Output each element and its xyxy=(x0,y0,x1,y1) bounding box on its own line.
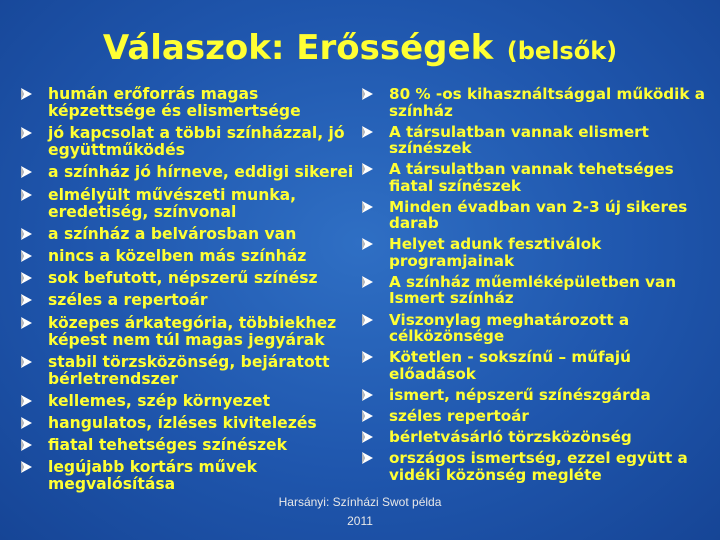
arrowhead-bullet-icon xyxy=(361,162,375,176)
list-item-text: humán erőforrás magas képzettsége és elismertsége xyxy=(48,85,301,120)
arrowhead-bullet-icon xyxy=(20,227,34,241)
arrowhead-bullet-icon xyxy=(20,355,34,369)
list-item-text: A társulatban vannak elismert színészek xyxy=(389,122,649,158)
list-item-text: hangulatos, ízléses kivitelezés xyxy=(48,414,317,433)
strengths-list-left xyxy=(48,86,363,499)
list-item-text: nincs a közelben más színház xyxy=(48,246,307,265)
arrowhead-bullet-icon xyxy=(361,409,375,423)
list-item-text: stabil törzsközönség, bejáratott bérletrendszer xyxy=(48,352,330,388)
list-item-text: Helyet adunk fesztiválok programjainak xyxy=(389,235,602,270)
list-item xyxy=(48,315,363,349)
list-item xyxy=(389,387,714,404)
list-item xyxy=(389,86,714,119)
list-item xyxy=(48,270,363,287)
list-item xyxy=(48,226,363,243)
arrowhead-bullet-icon xyxy=(20,316,34,330)
list-item-text: ismert, népszerű színészgárda xyxy=(389,385,651,404)
list-item-text: Minden évadban van 2-3 új sikeres darab xyxy=(389,197,688,233)
list-item xyxy=(389,161,714,194)
arrowhead-bullet-icon xyxy=(20,87,34,101)
arrowhead-bullet-icon xyxy=(20,271,34,285)
arrowhead-bullet-icon xyxy=(20,293,34,307)
arrowhead-bullet-icon xyxy=(20,165,34,179)
list-item-text: széles repertoár xyxy=(389,406,529,425)
list-item xyxy=(389,236,714,269)
list-item-text: Kötetlen - sokszínű – műfajú előadások xyxy=(389,348,631,383)
list-item-text: közepes árkategória, többiekhez képest nem túl magas jegyárak xyxy=(48,313,337,349)
list-item xyxy=(389,199,714,232)
arrowhead-bullet-icon xyxy=(20,460,34,474)
list-item-text: bérletvásárló törzsközönség xyxy=(389,427,632,446)
list-item xyxy=(48,187,363,221)
list-item xyxy=(48,415,363,432)
arrowhead-bullet-icon xyxy=(20,188,34,202)
arrowhead-bullet-icon xyxy=(20,438,34,452)
list-item-text: a színház jó hírneve, eddigi sikerei xyxy=(48,163,354,182)
list-item xyxy=(48,164,363,181)
arrowhead-bullet-icon xyxy=(20,249,34,263)
list-item xyxy=(389,274,714,307)
list-item-text: sok befutott, népszerű színész xyxy=(48,269,318,288)
arrowhead-bullet-icon xyxy=(20,416,34,430)
arrowhead-bullet-icon xyxy=(361,237,375,251)
list-item-text: elmélyült művészeti munka, eredetiség, színvonal xyxy=(48,185,297,221)
arrowhead-bullet-icon xyxy=(361,125,375,139)
arrowhead-bullet-icon xyxy=(20,126,34,140)
arrowhead-bullet-icon xyxy=(361,313,375,327)
strengths-list-right xyxy=(389,86,714,488)
list-item xyxy=(389,312,714,345)
slide-title xyxy=(0,28,720,68)
arrowhead-bullet-icon xyxy=(20,394,34,408)
list-item-text: a színház a belvárosban van xyxy=(48,224,297,243)
title-main: Válaszok: Erősségek xyxy=(102,28,494,68)
list-item-text: A társulatban vannak tehetséges fiatal színészek xyxy=(389,160,674,195)
arrowhead-bullet-icon xyxy=(361,430,375,444)
list-item xyxy=(48,248,363,265)
list-item xyxy=(48,437,363,454)
arrowhead-bullet-icon xyxy=(361,388,375,402)
list-item xyxy=(389,349,714,382)
list-item xyxy=(389,429,714,446)
arrowhead-bullet-icon xyxy=(361,350,375,364)
list-item-text: A színház műemléképületben van Ismert színház xyxy=(389,272,677,308)
footer-year: 2011 xyxy=(347,514,373,528)
source-footer xyxy=(260,493,460,531)
footer-source: Harsányi: Színházi Swot példa xyxy=(278,495,442,509)
list-item xyxy=(48,459,363,493)
list-item xyxy=(48,292,363,309)
list-item xyxy=(48,393,363,410)
arrowhead-bullet-icon xyxy=(361,275,375,289)
list-item xyxy=(389,408,714,425)
list-item xyxy=(48,125,363,159)
list-item-text: legújabb kortárs művek megvalósítása xyxy=(48,458,258,494)
list-item-text: fiatal tehetséges színészek xyxy=(48,436,287,455)
list-item-text: Viszonylag meghatározott a célközönsége xyxy=(389,310,630,346)
list-item xyxy=(48,354,363,388)
list-item-text: jó kapcsolat a többi színházzal, jó együttműködés xyxy=(48,124,345,160)
arrowhead-bullet-icon xyxy=(361,200,375,214)
list-item-text: 80 % -os kihasználtsággal működik a színház xyxy=(389,85,706,120)
list-item xyxy=(389,450,714,483)
list-item-text: széles a repertoár xyxy=(48,291,208,310)
list-item-text: kellemes, szép környezet xyxy=(48,391,271,410)
list-item xyxy=(389,124,714,157)
title-sub: (belsők) xyxy=(506,37,618,65)
arrowhead-bullet-icon xyxy=(361,451,375,465)
list-item xyxy=(48,86,363,120)
list-item-text: országos ismertség, ezzel együtt a vidéki közönség megléte xyxy=(389,449,688,484)
arrowhead-bullet-icon xyxy=(361,87,375,101)
